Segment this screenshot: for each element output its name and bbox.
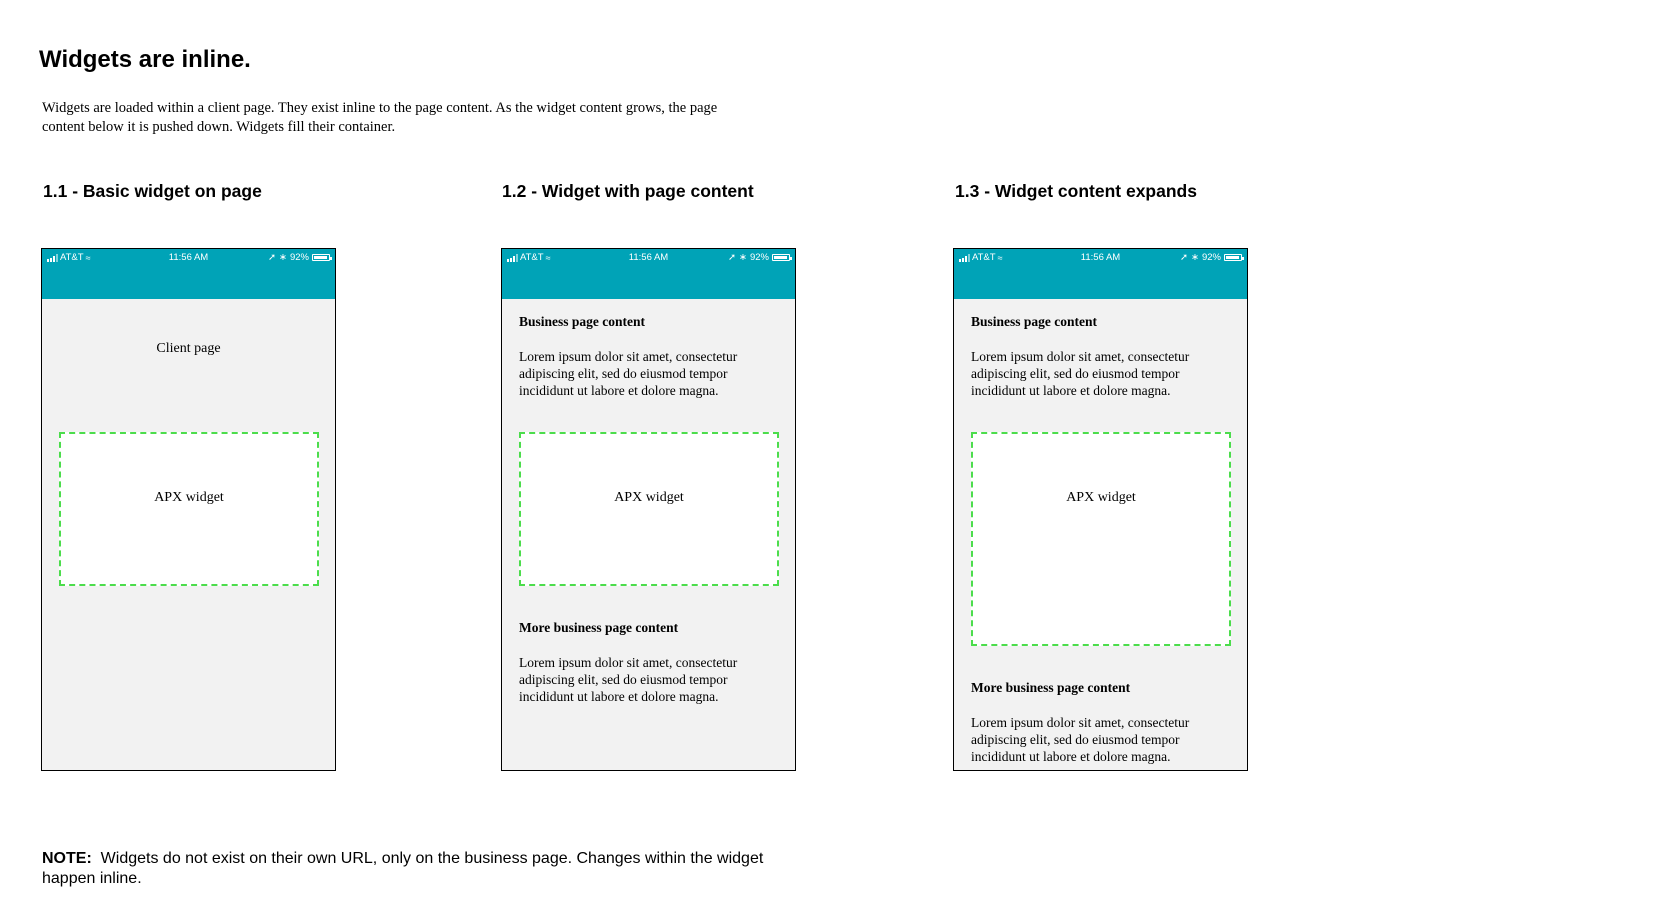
business-content-heading: Business page content — [519, 314, 646, 329]
status-time: 11:56 AM — [168, 252, 209, 263]
bluetooth-icon: ∗ — [279, 252, 287, 263]
section-title-1-3: 1.3 - Widget content expands — [955, 181, 1197, 201]
widget-label: APX widget — [614, 490, 684, 505]
note-paragraph — [42, 849, 782, 889]
wifi-icon: ≈ — [85, 252, 91, 263]
location-icon: ➚ — [268, 252, 277, 263]
status-bar — [954, 249, 1247, 299]
page-title: Widgets are inline. — [39, 46, 251, 73]
business-content-body: Lorem ipsum dolor sit amet, consectetur adipiscing elit, sed do eiusmod tempor incididunt ut labore et dolore magna. — [519, 349, 738, 398]
battery-icon — [772, 254, 790, 261]
battery-icon — [1224, 254, 1242, 261]
bluetooth-icon: ∗ — [739, 252, 747, 263]
status-time: 11:56 AM — [628, 252, 669, 263]
battery-icon — [312, 254, 330, 261]
section-title-1-2: 1.2 - Widget with page content — [502, 181, 754, 201]
apx-widget-box — [519, 432, 779, 586]
more-content-body: Lorem ipsum dolor sit amet, consectetur adipiscing elit, sed do eiusmod tempor incididunt ut labore et dolore magna. — [971, 715, 1190, 764]
wifi-icon: ≈ — [545, 252, 551, 263]
business-content-body: Lorem ipsum dolor sit amet, consectetur adipiscing elit, sed do eiusmod tempor incididunt ut labore et dolore magna. — [971, 349, 1190, 398]
bluetooth-icon: ∗ — [1191, 252, 1199, 263]
location-icon: ➚ — [1180, 252, 1189, 263]
status-bar — [42, 249, 335, 299]
note-text: Widgets do not exist on their own URL, only on the business page. Changes within the widget happen inline. — [42, 850, 764, 887]
note-label: NOTE: — [42, 850, 92, 867]
widget-label: APX widget — [1066, 490, 1136, 505]
widget-label: APX widget — [154, 490, 224, 505]
carrier-label: AT&T — [972, 252, 996, 263]
phone-mockup-1-2 — [501, 248, 796, 771]
apx-widget-box — [59, 432, 319, 586]
apx-widget-box-expanded — [971, 432, 1231, 646]
business-content-heading: Business page content — [971, 314, 1098, 329]
status-time: 11:56 AM — [1080, 252, 1121, 263]
battery-percent: 92% — [289, 252, 309, 263]
battery-percent: 92% — [1201, 252, 1221, 263]
more-content-body: Lorem ipsum dolor sit amet, consectetur adipiscing elit, sed do eiusmod tempor incididunt ut labore et dolore magna. — [519, 655, 738, 704]
more-content-heading: More business page content — [971, 680, 1131, 695]
carrier-label: AT&T — [520, 252, 544, 263]
wifi-icon: ≈ — [997, 252, 1003, 263]
carrier-label: AT&T — [60, 252, 84, 263]
phone-mockup-1-3 — [953, 248, 1248, 771]
battery-percent: 92% — [749, 252, 769, 263]
location-icon: ➚ — [728, 252, 737, 263]
intro-paragraph: Widgets are loaded within a client page. They exist inline to the page content. As the widget content grows, the page content below it is pushed down. Widgets fill their container. — [42, 100, 718, 135]
section-title-1-1: 1.1 - Basic widget on page — [43, 181, 262, 201]
phone-mockup-1-1 — [41, 248, 336, 771]
client-page-label: Client page — [156, 341, 221, 356]
more-content-heading: More business page content — [519, 620, 679, 635]
status-bar — [502, 249, 795, 299]
